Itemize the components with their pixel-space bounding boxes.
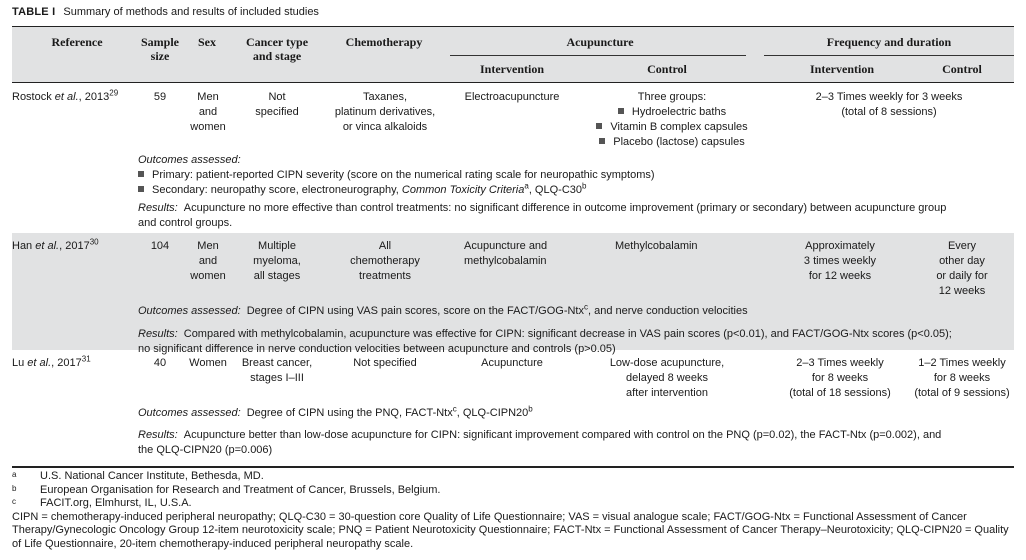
outcomes-assessed [138, 153, 1010, 198]
reference-cell [12, 90, 137, 105]
footnote-mark: c [12, 497, 16, 507]
freq-l2: 3 times weekly [803, 255, 877, 267]
bullet-icon [596, 123, 602, 129]
outcome-secondary: Secondary: neuropathy score, electroneurography, [152, 184, 402, 196]
freq-intervention-cell [780, 356, 900, 401]
ref-author: Rostock [12, 91, 55, 103]
cancer-cell [234, 239, 320, 284]
col-cancer-l1: Cancer type [245, 35, 309, 49]
sex-cell [186, 90, 230, 135]
cancer-cell [234, 90, 320, 120]
freq-l4: 12 weeks [938, 285, 986, 297]
footnote-ref: b [582, 181, 587, 191]
footnote-ref: c [583, 302, 588, 312]
outcomes-label: Outcomes assessed: [138, 407, 241, 419]
chemo-l3: or vinca alkaloids [342, 121, 428, 133]
acu-intervention-cell [464, 239, 584, 269]
chemo-l2: chemotherapy [350, 255, 420, 267]
cancer-l2: stages I–III [250, 372, 304, 384]
bullet-icon [138, 186, 144, 192]
results-label: Results: [138, 328, 178, 340]
col-group-frequency: Frequency and duration [826, 35, 952, 49]
outcome-secondary-ctc: Common Toxicity Criteria [401, 184, 525, 196]
col-sample-size-l1: Sample [140, 35, 179, 49]
ref-year: , 2017 [51, 357, 82, 369]
footnote-ref: b [528, 404, 533, 414]
freq-control-cell [907, 356, 1017, 401]
results-text-l1: Acupuncture no more effective than control treatments: no significant difference in outcome improvement (primary or secondary) between acupuncture group [183, 202, 947, 214]
outcome-primary: Primary: patient-reported CIPN severity (score on the numerical rating scale for neuropathic symptoms) [152, 169, 655, 181]
freq-l1: Approximately [805, 240, 875, 252]
acu-intervention-cell: Acupuncture [481, 357, 543, 369]
col-acu-control: Control [647, 62, 687, 76]
freq-l1: 1–2 Times weekly [918, 357, 1006, 369]
footnote-text: U.S. National Cancer Institute, Bethesda, MD. [40, 470, 264, 482]
freq-l1: Every [947, 240, 977, 252]
col-cancer [232, 35, 322, 63]
bullet-icon [599, 138, 605, 144]
results-text-l1: Acupuncture better than low-dose acupuncture for CIPN: significant improvement compared with control on the PNQ (p=0.02), the FACT-Ntx (p=0.002), and [183, 429, 942, 441]
outcomes-text-b: , QLQ-CIPN20 [456, 407, 529, 419]
chemo-l3: treatments [359, 270, 411, 282]
table-row-lu [12, 350, 1014, 462]
acu-control-cell [592, 356, 742, 401]
ref-citation: 29 [109, 88, 119, 98]
col-sample-size [138, 35, 182, 63]
table-row-han [12, 233, 1014, 355]
table-bottom-rule [12, 466, 1014, 468]
ref-year: , 2013 [78, 91, 110, 103]
footnote-mark: a [12, 470, 17, 479]
freq-control-cell [912, 239, 1012, 299]
col-chemotherapy: Chemotherapy [345, 35, 423, 49]
cancer-l3: all stages [253, 270, 301, 282]
outcome-secondary-qlq: , QLQ-C30 [528, 184, 582, 196]
acu-control-l3: after intervention [626, 387, 708, 399]
ref-author: Han [12, 240, 36, 252]
table-label: TABLE I [12, 6, 56, 18]
footnote-text: European Organisation for Research and Treatment of Cancer, Brussels, Belgium. [40, 483, 441, 496]
table-caption [12, 6, 319, 18]
freq-intervention-cell [780, 239, 900, 284]
sex-l1: Men [197, 91, 219, 103]
acu-control-l1: Low-dose acupuncture, [609, 357, 725, 369]
reference-cell [12, 356, 137, 371]
cancer-l2: myeloma, [253, 255, 301, 267]
outcomes-text-b: , and nerve conduction velocities [587, 305, 748, 317]
freq-l3: for 12 weeks [808, 270, 872, 282]
bullet-icon [618, 108, 624, 114]
footnote-mark: b [12, 483, 17, 493]
acu-control-cell: Methylcobalamin [615, 240, 698, 252]
outcomes-assessed [138, 304, 1010, 319]
acu-control-item: Vitamin B complex capsules [610, 121, 748, 133]
results-label: Results: [138, 202, 178, 214]
col-acu-intervention: Intervention [480, 62, 544, 76]
chemo-cell [322, 239, 448, 284]
outcomes-label: Outcomes assessed: [138, 154, 241, 166]
freq-l2: (total of 8 sessions) [841, 106, 937, 118]
ref-author: Lu [12, 357, 28, 369]
sex-l3: women [190, 121, 226, 133]
chemo-cell [322, 90, 448, 135]
ref-etal: et al. [27, 357, 52, 369]
results-text-l1: Compared with methylcobalamin, acupuncture was effective for CIPN: significant decrease in VAS pain scores (p<0.01), and FACT/GOG-Ntx scores (p<0.05); [183, 328, 952, 340]
acu-control-title: Three groups: [637, 91, 707, 103]
abbreviations: CIPN = chemotherapy-induced peripheral neuropathy; QLQ-C30 = 30-question core Quality of Life Questionnaire; VAS = visual analogue scale; FACT/GOG-Ntx = Functional Assessment of Cancer Therapy/Gynecologic Oncology Group 12-item neurotoxicity scale; PNQ = Patient Neurotoxicity Questionnaire; FACT-Ntx = Functional Assessment of Cancer Therapy–Neurotoxicity; QLQ-CIPN20 = Quality of Life Questionnaire, 20-item chemotherapy-induced peripheral neuropathy scale. [12, 510, 1009, 550]
footnote-ref: a [524, 181, 529, 191]
acu-intervention-l1: Acupuncture and [464, 240, 548, 252]
sex-l2: and [198, 106, 218, 118]
results [138, 428, 1010, 458]
footnote-a [12, 470, 1016, 484]
ref-citation: 30 [89, 237, 99, 247]
col-cancer-l2: and stage [252, 49, 302, 63]
cancer-l2: specified [255, 106, 299, 118]
sample-size-cell: 59 [153, 91, 167, 103]
freq-l1: 2–3 Times weekly for 3 weeks [815, 91, 963, 103]
freq-l3: (total of 18 sessions) [789, 387, 891, 399]
results-label: Results: [138, 429, 178, 441]
sample-size-cell: 40 [153, 357, 167, 369]
ref-citation: 31 [81, 354, 91, 364]
col-freq-control: Control [942, 62, 982, 76]
ref-etal: et al. [35, 240, 60, 252]
col-group-acupuncture: Acupuncture [566, 35, 634, 49]
reference-cell [12, 239, 137, 254]
footnote-b [12, 484, 1016, 498]
summary-table [12, 26, 1014, 462]
outcomes-label: Outcomes assessed: [138, 305, 241, 317]
freq-l3: or daily for [936, 270, 988, 282]
sex-l3: women [190, 270, 226, 282]
acu-intervention-cell: Electroacupuncture [464, 91, 560, 103]
freq-l2: for 8 weeks [933, 372, 991, 384]
results [138, 201, 1010, 231]
cancer-cell [234, 356, 320, 386]
acu-intervention-l2: methylcobalamin [464, 255, 547, 267]
frequency-combined-cell [764, 90, 1014, 120]
col-freq-intervention: Intervention [810, 62, 874, 76]
col-reference: Reference [51, 35, 103, 49]
sex-cell: Women [189, 357, 227, 369]
footnote-c [12, 497, 1016, 511]
table-row-rostock [12, 83, 1014, 233]
col-sample-size-l2: size [150, 49, 170, 63]
results-text-l2: no significant difference in nerve conduction velocities between acupuncture and controls (p>0.05) [138, 343, 616, 355]
sex-cell [186, 239, 230, 284]
freq-l2: other day [939, 255, 985, 267]
acu-control-l2: delayed 8 weeks [626, 372, 708, 384]
cancer-l1: Breast cancer, [241, 357, 313, 369]
acu-control-item: Hydroelectric baths [631, 106, 727, 118]
footnote-ref: c [452, 404, 457, 414]
ref-etal: et al. [54, 91, 79, 103]
sample-size-cell: 104 [150, 240, 170, 252]
chemo-l1: Taxanes, [362, 91, 408, 103]
chemo-l1: All [378, 240, 392, 252]
sex-l1: Men [197, 240, 219, 252]
acu-control-cell [572, 90, 772, 150]
results-text-l2: and control groups. [138, 217, 233, 229]
outcomes-text: Degree of CIPN using VAS pain scores, score on the FACT/GOG-Ntx [246, 305, 584, 317]
acu-control-item: Placebo (lactose) capsules [613, 136, 745, 148]
table-footnotes [12, 470, 1016, 552]
freq-l3: (total of 9 sessions) [914, 387, 1010, 399]
outcomes-assessed [138, 406, 1010, 421]
outcomes-text: Degree of CIPN using the PNQ, FACT-Ntx [246, 407, 453, 419]
footnote-text: FACIT.org, Elmhurst, IL, U.S.A. [40, 497, 192, 510]
cancer-l1: Not [268, 91, 286, 103]
table-header [12, 26, 1014, 83]
bullet-icon [138, 171, 144, 177]
sex-l2: and [198, 255, 218, 267]
chemo-l2: platinum derivatives, [334, 106, 436, 118]
ref-year: , 2017 [59, 240, 90, 252]
results-text-l2: the QLQ-CIPN20 (p=0.006) [138, 444, 273, 456]
acupuncture-group-rule [450, 55, 746, 56]
freq-l1: 2–3 Times weekly [796, 357, 884, 369]
chemo-cell: Not specified [353, 357, 417, 369]
frequency-group-rule [764, 55, 1014, 56]
freq-l2: for 8 weeks [811, 372, 869, 384]
cancer-l1: Multiple [258, 240, 296, 252]
table-title: Summary of methods and results of included studies [63, 6, 319, 18]
col-sex: Sex [198, 35, 216, 49]
